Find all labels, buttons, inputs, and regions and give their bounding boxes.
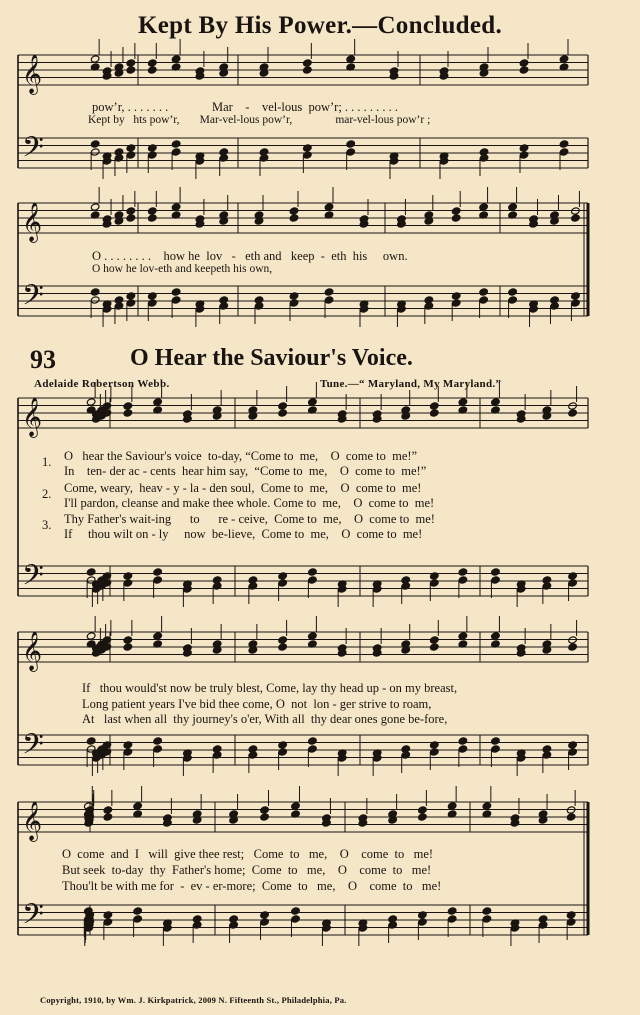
note-head <box>133 915 143 923</box>
note-head <box>148 151 158 159</box>
note-head <box>566 813 576 821</box>
note-head <box>346 148 356 156</box>
note-head <box>491 398 501 406</box>
note-head <box>90 288 100 296</box>
bass-clef-3: 𝄢 <box>22 559 44 599</box>
note-head <box>568 636 578 644</box>
note-head <box>291 915 301 923</box>
note-head <box>126 207 136 215</box>
hymn-number: 93 <box>30 345 56 374</box>
note-head <box>153 737 163 745</box>
verse-line-3a: Thy Father's wait-ing to re - ceive, Come to me, O come to me! <box>64 512 435 526</box>
note-head <box>260 806 270 814</box>
note-head <box>430 409 440 417</box>
note-head <box>153 632 163 640</box>
note-head <box>491 568 501 576</box>
note-head <box>458 398 468 406</box>
note-head <box>447 915 457 923</box>
verse-row3-line-3: Thou'lt be with me for - ev - er-more; Come to me, O come to me! <box>62 879 442 893</box>
note-head <box>126 214 136 222</box>
note-head <box>171 203 181 211</box>
note-head <box>346 55 356 63</box>
note-head <box>103 806 113 814</box>
note-head <box>123 402 133 410</box>
note-head <box>171 288 181 296</box>
note-head <box>568 748 578 756</box>
note-head <box>278 636 288 644</box>
copyright-notice: Copyright, 1910, by Wm. J. Kirkpatrick, 2009 N. Fifteenth St., Philadelphia, Pa. <box>40 995 347 1005</box>
note-head <box>479 296 489 304</box>
treble-clef-5: 𝄞 <box>22 801 43 841</box>
note-head <box>126 59 136 67</box>
verse-row3-line-2: But seek to-day thy Father's home; Come to me, O come to me! <box>62 863 432 877</box>
note-head <box>566 806 576 814</box>
note-head <box>289 214 299 222</box>
note-head <box>491 576 501 584</box>
note-head <box>308 745 318 753</box>
note-head <box>103 918 113 926</box>
note-head <box>308 737 318 745</box>
kept-lyric-1-lower: Kept by hts pow’r, Mar-vel-lous pow’r, mar-vel-lous pow’r ; <box>88 114 431 126</box>
note-head <box>260 918 270 926</box>
note-head <box>148 207 158 215</box>
note-head <box>458 632 468 640</box>
note-head <box>418 806 428 814</box>
note-head <box>308 576 318 584</box>
note-head <box>491 737 501 745</box>
note-head <box>346 140 356 148</box>
note-head <box>148 66 158 74</box>
note-head <box>148 214 158 222</box>
note-head <box>308 398 318 406</box>
note-head <box>126 151 136 159</box>
note-head <box>430 643 440 651</box>
note-head <box>153 576 163 584</box>
note-head <box>148 59 158 67</box>
note-head <box>559 55 569 63</box>
note-head <box>278 579 288 587</box>
treble-clef-3: 𝄞 <box>22 397 43 437</box>
note-head <box>90 55 100 63</box>
treble-clef-1: 𝄞 <box>22 54 43 94</box>
note-head <box>123 409 133 417</box>
note-head <box>508 203 518 211</box>
kept-lyric-2-upper: O . . . . . . . . how he lov - eth and keep - eth his own. <box>92 249 408 263</box>
note-head <box>123 579 133 587</box>
note-head <box>571 299 581 307</box>
note-head <box>153 745 163 753</box>
verse-row2-line-1: If thou would'st now be truly blest, Come, lay thy head up - on my breast, <box>82 681 458 695</box>
note-head <box>324 203 334 211</box>
note-head <box>133 802 143 810</box>
note-head <box>491 632 501 640</box>
note-head <box>90 296 100 304</box>
note-head <box>90 140 100 148</box>
note-head <box>451 299 461 307</box>
tune-credit: Tune.—“ Maryland, My Maryland.” <box>320 378 502 390</box>
note-head <box>571 207 581 215</box>
verse-row2-line-3: At last when all thy journey's o'er, With all thy dear ones gone be-fore, <box>82 712 448 726</box>
note-head <box>571 214 581 222</box>
note-head <box>458 737 468 745</box>
note-head <box>430 636 440 644</box>
note-head <box>324 288 334 296</box>
note-head <box>133 907 143 915</box>
note-head <box>418 813 428 821</box>
note-head <box>148 299 158 307</box>
note-head <box>451 207 461 215</box>
note-head <box>447 907 457 915</box>
note-head <box>260 813 270 821</box>
note-head <box>559 140 569 148</box>
note-head <box>278 748 288 756</box>
author-credit: Adelaide Robertson Webb. <box>34 378 170 390</box>
note-head <box>291 907 301 915</box>
note-head <box>171 296 181 304</box>
note-head <box>171 140 181 148</box>
verse-number-2: 2. <box>42 487 52 501</box>
note-head <box>90 148 100 156</box>
note-head <box>519 59 529 67</box>
note-head <box>123 636 133 644</box>
note-head <box>458 576 468 584</box>
note-head <box>90 203 100 211</box>
note-head <box>278 402 288 410</box>
verse-row2-line-2: Long patient years I've bid thee come, O not lon - ger strive to roam, <box>82 697 432 711</box>
note-head <box>86 568 96 576</box>
note-head <box>126 66 136 74</box>
note-head <box>479 288 489 296</box>
note-head <box>508 288 518 296</box>
note-head <box>171 148 181 156</box>
treble-clef-2: 𝄞 <box>22 202 43 242</box>
note-head <box>289 207 299 215</box>
note-head <box>86 737 96 745</box>
verse-row3-line-1: O come and I will give thee rest; Come to me, O come to me! <box>62 847 434 861</box>
verse-line-1b: In ten- der ac - cents hear him say, “Come to me, O come to me!” <box>64 464 427 478</box>
note-head <box>430 402 440 410</box>
note-head <box>303 66 313 74</box>
note-head <box>479 203 489 211</box>
note-head <box>430 579 440 587</box>
note-head <box>482 915 492 923</box>
note-head <box>126 299 136 307</box>
note-head <box>568 579 578 587</box>
note-head <box>278 643 288 651</box>
note-head <box>153 568 163 576</box>
note-head <box>519 151 529 159</box>
bass-clef-1: 𝄢 <box>22 131 44 171</box>
note-head <box>430 748 440 756</box>
note-head <box>458 745 468 753</box>
note-head <box>303 151 313 159</box>
note-head <box>308 632 318 640</box>
treble-clef-4: 𝄞 <box>22 631 43 671</box>
note-head <box>447 802 457 810</box>
note-head <box>308 568 318 576</box>
note-head <box>324 296 334 304</box>
note-head <box>568 643 578 651</box>
note-head <box>566 918 576 926</box>
note-head <box>458 568 468 576</box>
note-head <box>86 398 96 406</box>
hymn-title: O Hear the Saviour's Voice. <box>130 345 413 371</box>
note-head <box>289 299 299 307</box>
note-head <box>86 632 96 640</box>
note-head <box>291 802 301 810</box>
bass-clef-5: 𝄢 <box>22 898 44 938</box>
kept-lyric-2-lower: O how he lov-eth and keepeth his own, <box>92 263 273 275</box>
verse-line-3b: If thou wilt on - ly now be-lieve, Come to me, O come to me! <box>64 527 423 541</box>
verse-number-1: 1. <box>42 455 52 469</box>
note-head <box>451 214 461 222</box>
note-head <box>418 918 428 926</box>
kept-lyric-1-upper: pow’r, . . . . . . . Mar - vel-lous pow’r; . . . . . . . . . <box>92 100 399 114</box>
note-head <box>123 643 133 651</box>
verse-line-1a: O hear the Saviour's voice to-day, “Come to me, O come to me!” <box>64 449 418 463</box>
note-head <box>559 148 569 156</box>
note-head <box>153 398 163 406</box>
note-head <box>508 296 518 304</box>
verse-line-2b: I'll pardon, cleanse and make thee whole. Come to me, O come to me! <box>64 496 435 510</box>
note-head <box>278 409 288 417</box>
note-head <box>519 66 529 74</box>
note-head <box>568 409 578 417</box>
bass-clef-2: 𝄢 <box>22 279 44 319</box>
note-head <box>482 907 492 915</box>
verse-number-3: 3. <box>42 518 52 532</box>
note-head <box>568 402 578 410</box>
continuation-title: Kept By His Power.—Concluded. <box>137 12 503 39</box>
note-head <box>171 55 181 63</box>
note-head <box>482 802 492 810</box>
note-head <box>303 59 313 67</box>
verse-line-2a: Come, weary, heav - y - la - den soul, Come to me, O come to me! <box>64 481 422 495</box>
note-head <box>103 813 113 821</box>
note-head <box>491 745 501 753</box>
bass-clef-4: 𝄢 <box>22 728 44 768</box>
note-head <box>123 748 133 756</box>
